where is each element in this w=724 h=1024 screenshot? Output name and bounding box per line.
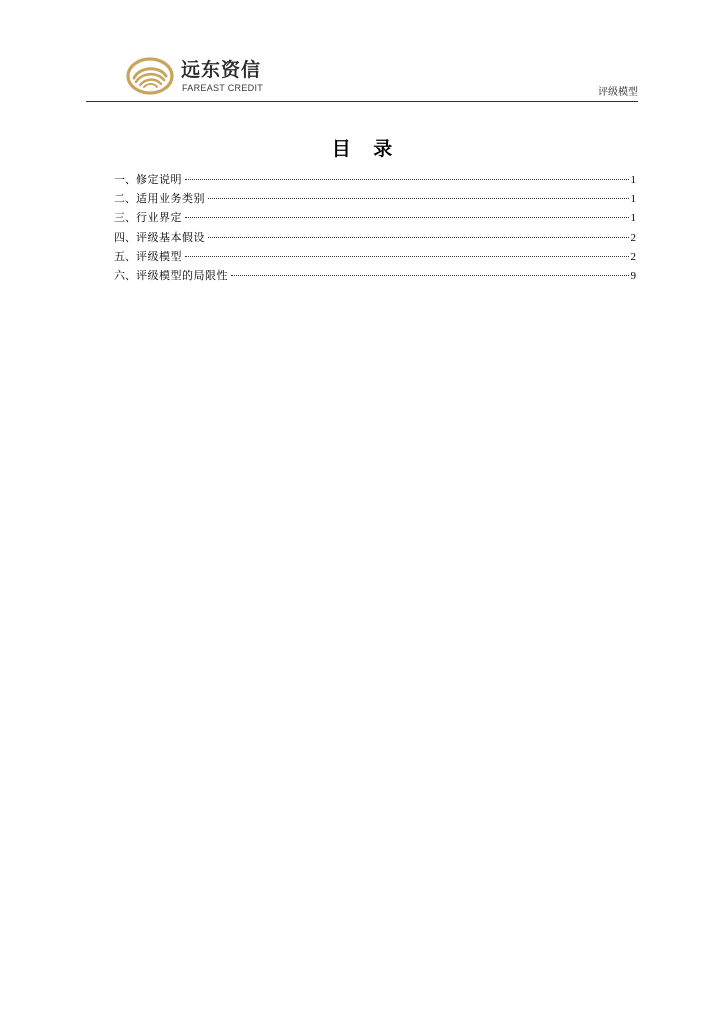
toc-entry[interactable]	[114, 170, 636, 189]
toc-dot-leader	[185, 256, 629, 257]
toc-dot-leader	[231, 275, 629, 276]
toc-entry-page: 9	[630, 269, 636, 282]
toc-entry-title: 修定说明	[136, 173, 182, 186]
toc-entry[interactable]	[114, 228, 636, 247]
toc-entry-number: 二、	[114, 192, 136, 206]
toc-entry-page: 2	[630, 250, 636, 263]
header-divider	[86, 101, 638, 102]
toc-entry-title: 行业界定	[136, 211, 182, 225]
toc-entry-title: 适用业务类别	[136, 192, 205, 206]
toc-entry[interactable]	[114, 208, 636, 227]
document-type-label: 评级模型	[598, 87, 638, 98]
page-header	[86, 50, 638, 102]
logo-chinese-name: 远东资信	[181, 59, 262, 81]
toc-entry-page: 1	[630, 174, 636, 186]
toc-dot-leader	[185, 179, 629, 180]
toc-entry-title: 评级模型的局限性	[136, 268, 228, 282]
toc-entry-page: 1	[630, 193, 636, 206]
toc-entry-number: 六、	[114, 268, 136, 282]
toc-entry-title: 评级基本假设	[136, 230, 205, 244]
toc-entry[interactable]	[114, 189, 636, 208]
toc-dot-leader	[208, 237, 629, 238]
toc-entry[interactable]	[114, 247, 636, 266]
toc-dot-leader	[185, 217, 629, 218]
toc-entry-number: 一、	[114, 173, 136, 186]
toc-entry-page: 2	[630, 231, 636, 244]
toc-title: 目 录	[331, 138, 401, 160]
toc-entry-number: 五、	[114, 249, 136, 263]
toc-entry-number: 三、	[114, 211, 136, 225]
toc-entry-page: 1	[630, 212, 636, 225]
company-logo	[126, 56, 276, 96]
toc-entry-number: 四、	[114, 230, 136, 244]
toc-dot-leader	[208, 198, 629, 199]
table-of-contents	[114, 170, 636, 285]
fareast-logo-icon	[126, 56, 174, 96]
toc-entry[interactable]	[114, 266, 636, 285]
logo-english-name: FAREAST CREDIT	[182, 83, 264, 93]
toc-entry-title: 评级模型	[136, 249, 182, 263]
